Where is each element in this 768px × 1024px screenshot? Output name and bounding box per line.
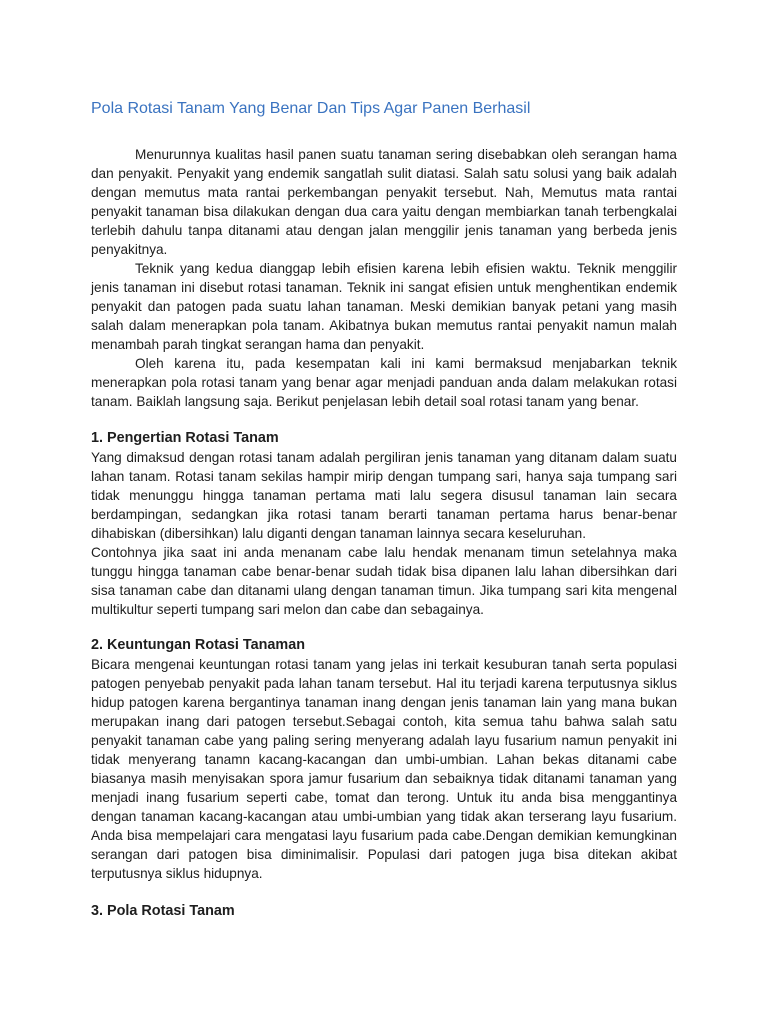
section-paragraph: Bicara mengenai keuntungan rotasi tanam yang jelas ini terkait kesuburan tanah serta populasi patogen penyebab penyakit pada lahan tanam tersebut. Hal itu terjadi karena terputusnya siklus hidup patogen karena bergantinya tanaman inang dengan jenis tanaman lain yang mana bukan merupakan inang dari patogen tersebut.Sebagai contoh, kita semua tahu bahwa salah satu penyakit tanaman cabe yang paling sering menyerang adalah layu fusarium namun penyakit ini tidak menyerang tanamn kacang-kacangan dan umbi-umbian. Lahan bekas ditanami cabe biasanya masih menyisakan spora jamur fusarium dan sebaiknya tidak ditanami tanaman yang menjadi inang fusarium seperti cabe, tomat dan terong. Untuk itu anda bisa menggantinya dengan tanaman kacang-kacangan atau umbi-umbian yang tidak akan terserang layu fusarium. Anda bisa mempelajari cara mengatasi layu fusarium pada cabe.Dengan demikian kemungkinan serangan dari patogen bisa diminimalisir. Populasi dari patogen juga bisa ditekan akibat terputusnya siklus hidupnya.	[91, 657, 677, 881]
intro-paragraph: Oleh karena itu, pada kesempatan kali ini kami bermaksud menjabarkan teknik menerapkan pola rotasi tanam yang benar agar menjadi panduan anda dalam melakukan rotasi tanam. Baiklah langsung saja. Berikut penjelasan lebih detail soal rotasi tanam yang benar.	[91, 356, 677, 409]
intro-paragraph: Menurunnya kualitas hasil panen suatu tanaman sering disebabkan oleh serangan hama dan penyakit. Penyakit yang endemik sangatlah sulit diatasi. Salah satu solusi yang baik adalah dengan memutus mata rantai perkembangan penyakit tersebut. Nah, Memutus mata rantai penyakit tanaman bisa dilakukan dengan dua cara yaitu dengan membiarkan tanah terbengkalai terlebih dahulu tanpa ditanami atau dengan jalan menggilir jenis tanaman yang berbeda jenis penyakitnya.	[91, 147, 677, 257]
section-heading: 2. Keuntungan Rotasi Tanaman	[91, 637, 306, 653]
section-heading: 3. Pola Rotasi Tanam	[91, 903, 235, 919]
section-paragraph: Contohnya jika saat ini anda menanam cabe lalu hendak menanam timun setelahnya maka tunggu hingga tanaman cabe benar-benar sudah tidak bisa dipanen lalu lahan dibersihkan dari sisa tanaman cabe dan ditanami ulang dengan tanaman timun. Jika tumpang sari kita mengenal multikultur seperti tumpang sari melon dan cabe dan sebagainya.	[91, 545, 677, 617]
intro-paragraph: Teknik yang kedua dianggap lebih efisien karena lebih efisien waktu. Teknik menggilir jenis tanaman ini disebut rotasi tanaman. Teknik ini sangat efisien untuk menghentikan endemik penyakit dan patogen pada suatu lahan tanaman. Meski demikian banyak petani yang masih salah dalam menerapkan pola tanam. Akibatnya bukan memutus rantai penyakit namun malah menambah parah tingkat serangan hama dan penyakit.	[91, 261, 677, 352]
document-title: Pola Rotasi Tanam Yang Benar Dan Tips Agar Panen Berhasil	[91, 100, 531, 117]
section-pola	[91, 902, 677, 921]
section-pengertian	[91, 429, 677, 619]
section-paragraph: Yang dimaksud dengan rotasi tanam adalah pergiliran jenis tanaman yang ditanam dalam suatu lahan tanam. Rotasi tanam sekilas hampir mirip dengan tumpang sari, hanya saja tumpang sari tidak menunggu hingga tanaman pertama mati lalu segera disusul tanaman lain secara berdampingan, sedangkan jika rotasi tanam berarti tanaman pertama harus benar-benar dihabiskan (dibersihkan) lalu diganti dengan tanaman lainnya secara keseluruhan.	[91, 450, 677, 541]
section-heading: 1. Pengertian Rotasi Tanam	[91, 430, 279, 446]
section-keuntungan	[91, 636, 677, 883]
intro-section	[91, 145, 677, 411]
